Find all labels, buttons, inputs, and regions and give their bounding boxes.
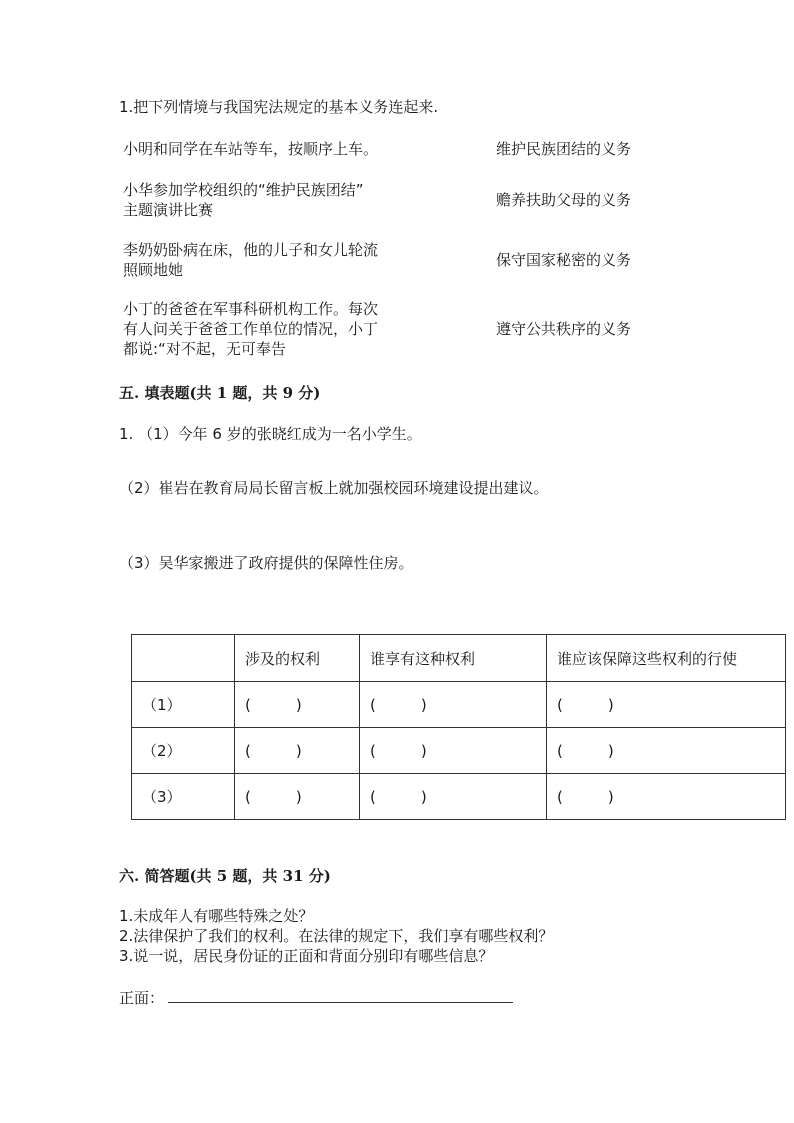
table-header-rights: 涉及的权利 [235, 635, 360, 682]
duty-3: 保守国家秘密的义务 [496, 251, 632, 269]
scenario-2: （2）崔岩在教育局局长留言板上就加强校园环境建设提出建议。 [119, 479, 549, 497]
row-label: （2） [132, 728, 235, 774]
situation-4 [123, 299, 378, 359]
situation-4-line-2: 有人问关于爸爸工作单位的情况，小丁 [123, 320, 379, 338]
answer-blank[interactable]: ( ) [360, 774, 547, 820]
table-header-holder: 谁享有这种权利 [360, 635, 547, 682]
answer-blank[interactable]: ( ) [547, 728, 786, 774]
duty-1: 维护民族团结的义务 [496, 140, 632, 158]
row-label: （3） [132, 774, 235, 820]
answer-blank[interactable]: ( ) [547, 682, 786, 728]
scenario-3: （3）吴华家搬进了政府提供的保障性住房。 [119, 554, 414, 572]
situation-2-line-1: 小华参加学校组织的“维护民族团结” [123, 181, 364, 199]
section-5-heading: 五. 填表题(共 1 题，共 9 分) [119, 384, 321, 402]
table-header-empty [132, 635, 235, 682]
front-answer-line[interactable] [168, 1002, 513, 1003]
answer-blank[interactable]: ( ) [547, 774, 786, 820]
answer-blank[interactable]: ( ) [235, 774, 360, 820]
situation-1-line-1: 小明和同学在车站等车，按顺序上车。 [123, 140, 379, 158]
short-question-1: 1.未成年人有哪些特殊之处？ [119, 907, 314, 925]
situation-4-line-1: 小丁的爸爸在军事科研机构工作。每次 [123, 300, 379, 318]
situation-3 [123, 240, 378, 280]
situation-1 [123, 139, 378, 159]
rights-table [131, 634, 786, 820]
table-row [132, 728, 786, 774]
situation-2 [123, 180, 364, 220]
table-header-guarantor: 谁应该保障这些权利的行使 [547, 635, 786, 682]
section-6-heading: 六. 简答题(共 5 题，共 31 分) [119, 867, 331, 885]
table-row [132, 774, 786, 820]
short-question-3: 3.说一说，居民身份证的正面和背面分别印有哪些信息？ [119, 947, 494, 965]
table-row [132, 682, 786, 728]
matching-question: 1.把下列情境与我国宪法规定的基本义务连起来. [119, 98, 439, 116]
situation-3-line-1: 李奶奶卧病在床，他的儿子和女儿轮流 [123, 241, 379, 259]
situation-4-line-3: 都说:“对不起，无可奉告 [123, 340, 286, 358]
situation-2-line-2: 主题演讲比赛 [123, 201, 214, 219]
row-label: （1） [132, 682, 235, 728]
duty-2: 赡养扶助父母的义务 [496, 191, 632, 209]
duty-4: 遵守公共秩序的义务 [496, 320, 632, 338]
scenario-1: 1. （1）今年 6 岁的张晓红成为一名小学生。 [119, 425, 422, 443]
answer-blank[interactable]: ( ) [235, 682, 360, 728]
short-question-2: 2.法律保护了我们的权利。在法律的规定下，我们享有哪些权利？ [119, 927, 554, 945]
front-label: 正面： [119, 989, 165, 1007]
answer-blank[interactable]: ( ) [360, 682, 547, 728]
answer-blank[interactable]: ( ) [360, 728, 547, 774]
situation-3-line-2: 照顾地她 [123, 261, 184, 279]
table-header-row [132, 635, 786, 682]
answer-blank[interactable]: ( ) [235, 728, 360, 774]
